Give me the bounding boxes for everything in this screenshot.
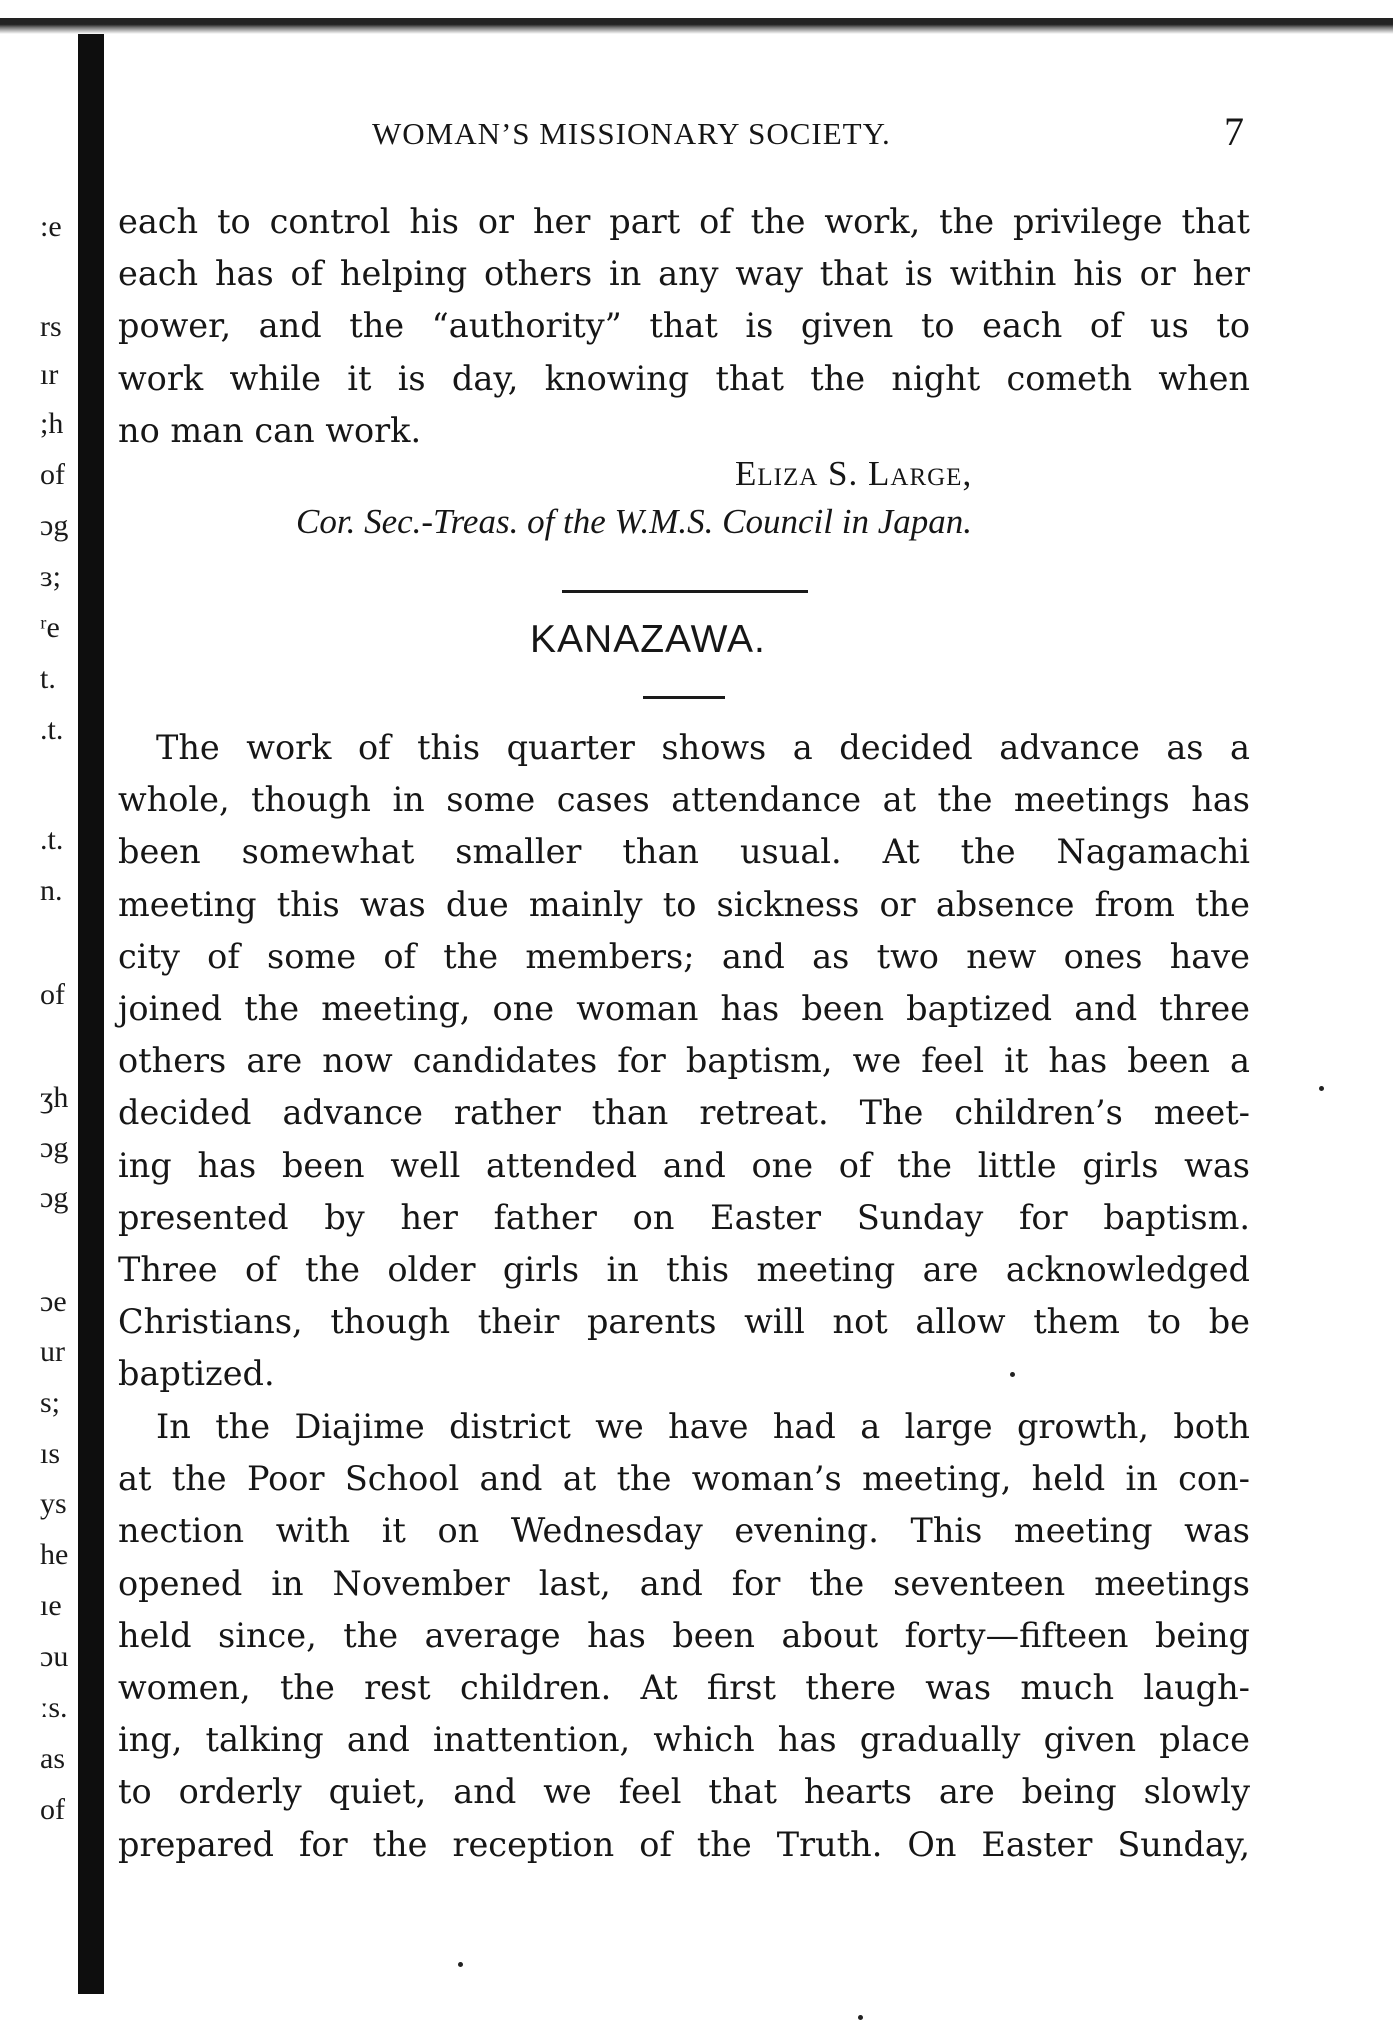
text-line: whole, though in some cases attendance at the meetings has — [118, 780, 1250, 820]
margin-fragment: as — [40, 1742, 65, 1775]
text-line: women, the rest children. At first there was much laugh- — [118, 1668, 1250, 1708]
margin-fragment: ɔg — [40, 1181, 69, 1214]
margin-fragment: of — [40, 1793, 65, 1826]
text-line: at the Poor School and at the woman’s meeting, held in con- — [118, 1459, 1250, 1499]
text-line: decided advance rather than retreat. The children’s meet- — [118, 1093, 1250, 1133]
text-line: been somewhat smaller than usual. At the Nagamachi — [118, 832, 1250, 872]
kanazawa-paragraph-1 — [118, 722, 1250, 1401]
margin-fragment: ɔg — [40, 1131, 69, 1164]
margin-fragment: rs — [40, 310, 62, 343]
text-line: Three of the older girls in this meeting are acknowledged — [118, 1250, 1250, 1290]
text-line: city of some of the members; and as two new ones have — [118, 936, 1250, 976]
kanazawa-paragraph-2 — [118, 1401, 1250, 1871]
margin-fragment: ɔu — [40, 1640, 69, 1673]
text-line: baptized. — [118, 1354, 275, 1394]
text-line: opened in November last, and for the seventeen meetings — [118, 1563, 1250, 1603]
margin-fragment: .t. — [40, 713, 64, 746]
margin-fragment: .t. — [40, 823, 64, 856]
margin-fragment: s; — [40, 1386, 61, 1419]
margin-fragment: ʒh — [40, 1081, 69, 1114]
top-border-rule — [0, 18, 1393, 34]
margin-fragment: of — [40, 458, 65, 491]
margin-fragment: ır — [40, 358, 59, 391]
ink-speck — [858, 2015, 863, 2020]
page-number: 7 — [1224, 109, 1244, 154]
text-line: presented by her father on Easter Sunday for baptism. — [118, 1197, 1250, 1237]
ink-speck — [458, 1962, 463, 1967]
margin-fragment: n. — [40, 874, 63, 907]
text-line: Christians, though their parents will not allow them to be — [118, 1302, 1250, 1342]
margin-fragment: t. — [40, 662, 56, 695]
text-line: others are now candidates for baptism, we feel it has been a — [118, 1041, 1250, 1081]
running-head: WOMAN’S MISSIONARY SOCIETY. — [372, 116, 891, 151]
heading-underline-rule — [643, 696, 725, 699]
text-line: nection with it on Wednesday evening. This meeting was — [118, 1511, 1250, 1551]
signature-title: Cor. Sec.-Treas. of the W.M.S. Council in Japan. — [296, 502, 972, 541]
text-line: no man can work. — [118, 410, 422, 450]
margin-fragment: ys — [40, 1487, 67, 1520]
text-line: The work of this quarter shows a decided advance as a — [156, 728, 1250, 767]
margin-fragment: of — [40, 978, 65, 1011]
text-line: power, and the “authority” that is given to each of us to — [118, 306, 1250, 346]
text-line: prepared for the reception of the Truth. On Easter Sunday, — [118, 1824, 1250, 1864]
text-line: In the Diajime district we have had a large growth, both — [156, 1407, 1250, 1446]
text-line: each has of helping others in any way that is within his or her — [118, 254, 1250, 294]
margin-fragment: ɔg — [40, 509, 69, 542]
text-line: work while it is day, knowing that the night cometh when — [118, 358, 1250, 398]
section-heading: KANAZAWA. — [530, 618, 766, 661]
margin-fragment: ɜ; — [40, 560, 61, 593]
text-line: joined the meeting, one woman has been baptized and three — [118, 989, 1250, 1029]
margin-fragment: ıe — [40, 1589, 62, 1622]
continuation-paragraph — [118, 196, 1250, 457]
margin-fragment: ;h — [40, 407, 64, 440]
margin-fragment: ıs — [40, 1437, 61, 1470]
margin-fragment: he — [40, 1538, 69, 1571]
text-line: to orderly quiet, and we feel that hearts are being slowly — [118, 1772, 1250, 1812]
signature-name: Eliza S. Large, — [735, 454, 973, 493]
margin-fragment: ʳe — [40, 611, 60, 644]
margin-fragment: :e — [40, 210, 62, 243]
section-divider-rule — [562, 590, 808, 593]
margin-fragment: ːs. — [40, 1691, 68, 1724]
ink-speck — [1010, 1372, 1015, 1377]
text-line: ing, talking and inattention, which has gradually given place — [118, 1720, 1250, 1760]
text-line: each to control his or her part of the work, the privilege that — [118, 202, 1250, 241]
margin-fragment: ur — [40, 1335, 65, 1368]
text-line: ing has been well attended and one of the little girls was — [118, 1145, 1250, 1185]
text-line: held since, the average has been about forty—fifteen being — [118, 1615, 1250, 1655]
margin-fragment: ɔe — [40, 1285, 67, 1318]
text-line: meeting this was due mainly to sickness or absence from the — [118, 884, 1250, 924]
left-margin-fragments — [0, 0, 70, 2035]
binding-gutter-shadow — [78, 34, 104, 1994]
ink-speck — [1319, 1086, 1324, 1091]
